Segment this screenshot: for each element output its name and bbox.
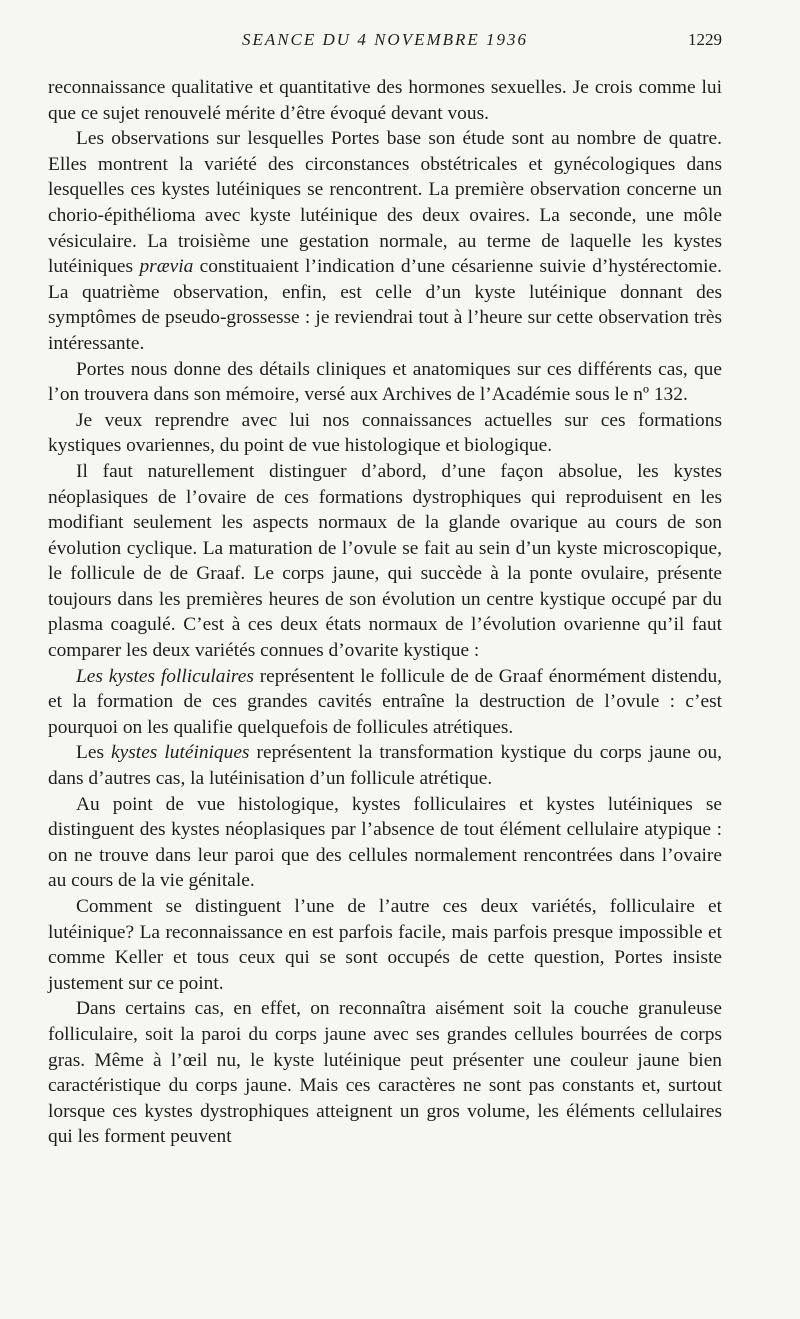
- text-run: représentent la transformation kystique du corps jaune ou, dans d’autres cas, la lutéinisation d’un follicule atrétique.: [48, 742, 722, 790]
- paragraph: [48, 75, 722, 126]
- text-run: reconnaissance qualitative et quantitative des hormones sexuelles. Je crois comme lui que ce sujet renouvelé mérite d’être évoqué devant vous.: [48, 77, 722, 124]
- paragraph: [48, 664, 722, 741]
- italic-text: Les kystes folliculaires: [76, 665, 254, 687]
- text-run: représentent le follicule de de Graaf énormément distendu, et la formation de ces grandes cavités entraîne la destruction de l’ovule : c’est pourquoi on les qualifie quelquefois de follicules atrétiques.: [48, 665, 722, 738]
- text-run: Dans certains cas, en effet, on reconnaîtra aisément soit la couche granuleuse folliculaire, soit la paroi du corps jaune avec ses grandes cellules bourrées de corps gras. Même à l’œil nu, le kyste lutéinique peut présenter une couleur jaune bien caractéristique du corps jaune. Mais ces caractères ne sont pas constants et, surtout lorsque ces kystes dystrophiques atteignent un gros volume, les éléments cellulaires qui les forment peuvent: [48, 998, 722, 1148]
- paragraph: [48, 459, 722, 664]
- text-run: Je veux reprendre avec lui nos connaissances actuelles sur ces formations kystiques ovariennes, du point de vue histologique et biologique.: [48, 409, 722, 457]
- body-text: [48, 75, 722, 1150]
- text-run: Portes nous donne des détails cliniques et anatomiques sur ces différents cas, que l’on trouvera dans son mémoire, versé aux Archives de l’Académie sous le nº 132.: [48, 358, 722, 406]
- page-number: 1229: [688, 30, 722, 49]
- paragraph: [48, 408, 722, 459]
- paragraph: [48, 357, 722, 408]
- paragraph: [48, 126, 722, 356]
- paragraph: [48, 740, 722, 791]
- text-run: Au point de vue histologique, kystes folliculaires et kystes lutéiniques se distinguent des kystes néoplasiques par l’absence de tout élément cellulaire atypique : on ne trouve dans leur paroi que des cellules normalement rencontrées dans l’ovaire au cours de la vie génitale.: [48, 793, 722, 892]
- running-title: SEANCE DU 4 NOVEMBRE 1936: [241, 30, 529, 49]
- text-run: Les: [76, 742, 112, 764]
- running-head: [48, 30, 722, 56]
- text-run: Il faut naturellement distinguer d’abord, d’une façon absolue, les kystes néoplasiques de l’ovaire de ces formations dystrophiques qui reproduisent en les modifiant seulement les aspects normaux de la glande ovarique au cours de son évolution cyclique. La maturation de l’ovule se fait au sein d’un kyste microscopique, le follicule de de Graaf. Le corps jaune, qui succède à la ponte ovulaire, présente toujours dans les premières heures de son évolution un centre kystique occupé par du plasma coagulé. C’est à ces deux états normaux de l’évolution ovarienne qu’il faut comparer les deux variétés connues d’ovarite kystique :: [48, 460, 722, 662]
- paragraph: [48, 792, 722, 894]
- italic-text: kystes lutéiniques: [111, 742, 250, 764]
- paragraph: [48, 894, 722, 996]
- paragraph: [48, 996, 722, 1150]
- text-run: constituaient l’indication d’une césarienne suivie d’hystérectomie. La quatrième observation, enfin, est celle d’un kyste lutéinique donnant des symptômes de pseudo-grossesse : je reviendrai tout à l’heure sur cette observation très intéressante.: [48, 256, 722, 354]
- italic-text: prævia: [139, 256, 194, 278]
- text-run: Les observations sur lesquelles Portes base son étude sont au nombre de quatre. Elles montrent la variété des circonstances obstétricales et gynécologiques dans lesquelles ces kystes lutéiniques se rencontrent. La première observation concerne un chorio-épithélioma avec kyste lutéinique des deux ovaires. La seconde, une môle vésiculaire. La troisième une gestation normale, au terme de laquelle les kystes lutéiniques: [48, 128, 722, 278]
- text-run: Comment se distinguent l’une de l’autre ces deux variétés, folliculaire et lutéinique? La reconnaissance en est parfois facile, mais parfois presque impossible et comme Keller et tous ceux qui se sont occupés de cette question, Portes insiste justement sur ce point.: [48, 896, 722, 994]
